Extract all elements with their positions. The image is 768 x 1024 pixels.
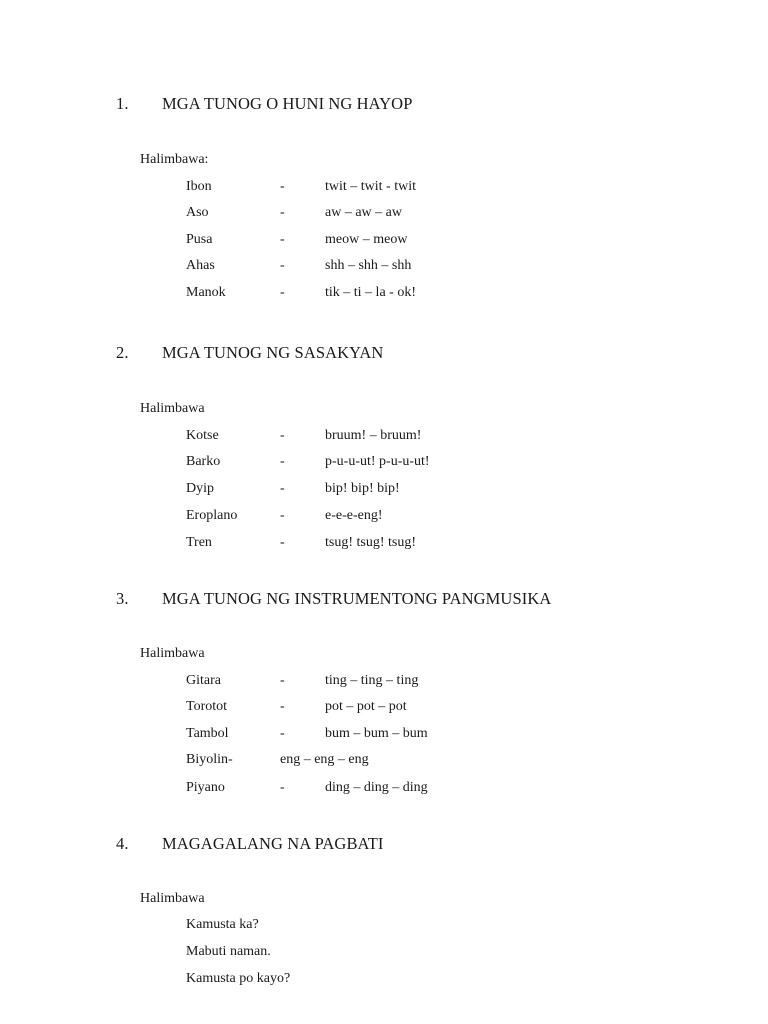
item-term: Pusa: [186, 232, 213, 247]
item-sound: eng – eng – eng: [280, 752, 369, 767]
section-4-heading: [116, 834, 384, 854]
item-dash: -: [280, 258, 285, 273]
section-number: 4.: [116, 834, 129, 853]
item-sound: tsug! tsug! tsug!: [325, 535, 416, 550]
item-term: Tambol: [186, 726, 229, 741]
item-term: Aso: [186, 205, 209, 220]
item-dash: -: [280, 699, 285, 714]
item-dash: -: [280, 535, 285, 550]
section-1-heading: [116, 94, 412, 114]
item-term: Dyip: [186, 481, 214, 496]
item-term: Piyano: [186, 780, 225, 795]
item-sound: e-e-e-eng!: [325, 508, 383, 523]
item-sound: bip! bip! bip!: [325, 481, 400, 496]
section-title: MGA TUNOG NG INSTRUMENTONG PANGMUSIKA: [162, 589, 552, 608]
item-dash: -: [280, 285, 285, 300]
greeting-phrase: Mabuti naman.: [186, 944, 271, 959]
section-3-heading: [116, 589, 551, 609]
item-dash: -: [280, 179, 285, 194]
item-dash: -: [280, 454, 285, 469]
section-2-heading: [116, 343, 383, 363]
item-dash: -: [280, 481, 285, 496]
item-sound: aw – aw – aw: [325, 205, 402, 220]
example-label: Halimbawa: [140, 401, 205, 416]
item-dash: -: [280, 428, 285, 443]
section-number: 1.: [116, 94, 129, 113]
greeting-phrase: Kamusta ka?: [186, 917, 259, 932]
item-sound: pot – pot – pot: [325, 699, 407, 714]
item-term: Barko: [186, 454, 221, 469]
item-dash: -: [280, 780, 285, 795]
section-title: MAGAGALANG NA PAGBATI: [162, 834, 384, 853]
example-label: Halimbawa: [140, 646, 205, 661]
item-sound: twit – twit - twit: [325, 179, 416, 194]
item-term: Biyolin-: [186, 752, 233, 767]
item-term: Ibon: [186, 179, 212, 194]
section-number: 3.: [116, 589, 129, 608]
item-sound: bum – bum – bum: [325, 726, 428, 741]
item-sound: shh – shh – shh: [325, 258, 412, 273]
section-title: MGA TUNOG O HUNI NG HAYOP: [162, 94, 413, 113]
greeting-phrase: Kamusta po kayo?: [186, 971, 291, 986]
item-dash: -: [280, 673, 285, 688]
item-sound: tik – ti – la - ok!: [325, 285, 416, 300]
item-term: Tren: [186, 535, 212, 550]
example-label: Halimbawa: [140, 891, 205, 906]
item-sound: bruum! – bruum!: [325, 428, 422, 443]
item-dash: -: [280, 726, 285, 741]
item-term: Ahas: [186, 258, 215, 273]
section-number: 2.: [116, 343, 129, 362]
item-term: Kotse: [186, 428, 219, 443]
item-sound: ding – ding – ding: [325, 780, 428, 795]
item-term: Eroplano: [186, 508, 238, 523]
item-dash: -: [280, 232, 285, 247]
example-label: Halimbawa:: [140, 152, 209, 167]
item-term: Torotot: [186, 699, 228, 714]
item-dash: -: [280, 508, 285, 523]
item-term: Manok: [186, 285, 226, 300]
item-dash: -: [280, 205, 285, 220]
section-title: MGA TUNOG NG SASAKYAN: [162, 343, 384, 362]
item-term: Gitara: [186, 673, 221, 688]
item-sound: p-u-u-ut! p-u-u-ut!: [325, 454, 430, 469]
item-sound: meow – meow: [325, 232, 408, 247]
item-sound: ting – ting – ting: [325, 673, 419, 688]
